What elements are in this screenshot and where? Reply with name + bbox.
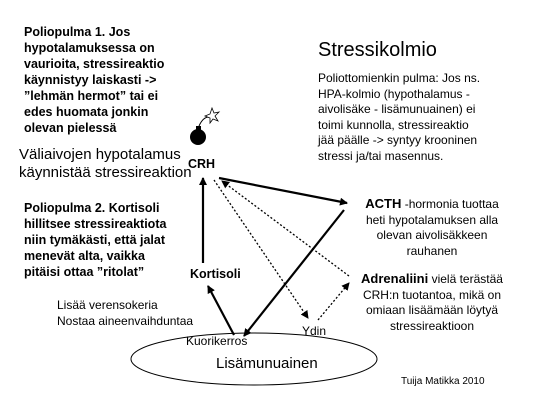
acth-line: -hormonia tuottaa (401, 197, 499, 211)
adrenaline-line: stressireaktioon (389, 318, 475, 333)
effects-line: Nostaa aineenvaihduntaa (57, 313, 194, 328)
adrenaline-bold-term: Adrenaliini (361, 271, 429, 286)
adrenaline-line: CRH:n tuotantoa, mikä on (362, 287, 502, 302)
problem-1-line: edes huomata jonkin (24, 105, 149, 119)
hypothalamus-line: käynnistää stressireaktion (19, 164, 192, 181)
adrenaline-line: omiaan lisäämään löytyä (365, 303, 499, 317)
problem-1-line: vaurioita, stressireaktio (24, 57, 165, 71)
problem-2-line: niin tymäkästi, että jalat (24, 233, 166, 247)
effects-line: Lisää verensokeria (57, 298, 158, 312)
acth-first-line (352, 196, 512, 213)
acth-line: heti hypotalamuksen alla (365, 212, 499, 227)
description-line: Poliottomienkin pulma: Jos ns. (318, 71, 481, 85)
cortisol-node-label: Kortisoli (190, 267, 241, 281)
description-line: jää päälle -> syntyy krooninen (318, 133, 478, 147)
problem-1-line: hypotalamuksessa on (24, 41, 155, 55)
description-line: HPA-kolmio (hypothalamus - (318, 86, 470, 101)
medulla-label: Ydin (302, 324, 327, 338)
acth-line: olevan aivolisäkkeen (376, 228, 488, 242)
adrenaline-line: vielä terästää (428, 272, 503, 286)
problem-2-line: Poliopulma 2. Kortisoli (24, 201, 160, 215)
adrenal-gland-label: Lisämunuainen (216, 355, 318, 372)
problem-1-line: käynnistyy laiskasti -> (24, 73, 157, 87)
adrenaline-first-line (352, 271, 512, 288)
description-line: toimi kunnolla, stressireaktio (318, 117, 469, 132)
hpa-description (318, 71, 518, 164)
description-line: aivolisäke - lisämunuainen) ei (318, 102, 476, 116)
cortex-label: Kuorikerros (186, 334, 248, 348)
arrow-acth-to-cortex (244, 210, 344, 336)
crh-node-label: CRH (188, 157, 216, 171)
description-line: stressi ja/tai masennus. (318, 148, 444, 163)
problem-2-line: menevät alta, vaikka (24, 249, 145, 263)
author-credit: Tuija Matikka 2010 (401, 376, 485, 387)
hypothalamus-line: Väliaivojen hypotalamus (19, 146, 181, 163)
diagram-title: Stressikolmio (318, 39, 437, 61)
hypothalamus-label (19, 146, 192, 182)
arrow-cortex-to-cortisol (208, 286, 234, 335)
problem-1-line: Poliopulma 1. Jos (24, 25, 131, 39)
problem-2-line: pitäisi ottaa ”ritolat” (24, 265, 145, 279)
cortisol-effects (57, 298, 193, 329)
acth-line: rauhanen (406, 243, 458, 258)
problem-2-line: hillitsee stressireaktiota (24, 217, 167, 231)
problem-1-line: ”lehmän hermot” tai ei (24, 89, 159, 103)
arrow-crh-to-medulla (214, 180, 308, 318)
acth-node-label (352, 196, 512, 259)
acth-bold-term: ACTH (365, 196, 402, 211)
problem-2-text (24, 200, 199, 280)
adrenaline-node-label (352, 271, 512, 334)
arrow-crh-to-acth (219, 178, 347, 203)
problem-1-line: olevan pielessä (24, 121, 117, 135)
problem-1-text (24, 24, 204, 136)
arrow-medulla-to-adrenaline (318, 283, 349, 320)
